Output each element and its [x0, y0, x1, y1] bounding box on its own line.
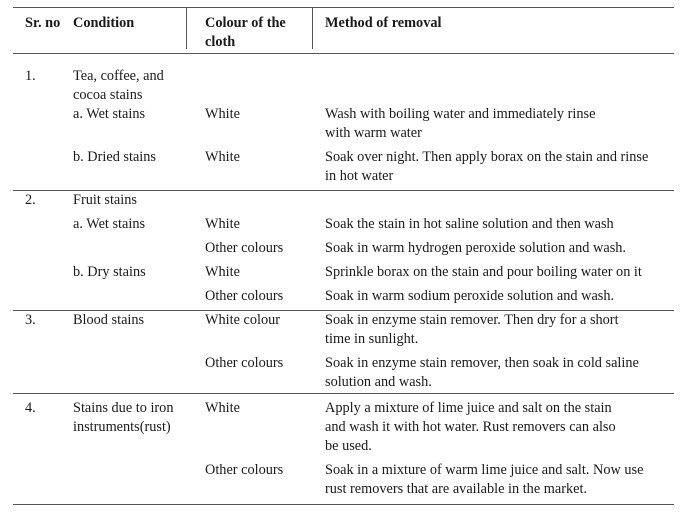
row-2a-colour-1: White	[205, 216, 240, 232]
row-2b-label: b. Dry stains	[73, 264, 146, 280]
row-1a-method-line1: Wash with boiling water and immediately rinse	[325, 106, 596, 122]
row-1b-label: b. Dried stains	[73, 149, 156, 165]
row-1a-method-line2: with warm water	[325, 125, 422, 141]
header-method: Method of removal	[325, 15, 442, 31]
row-2a-method-2: Soak in warm hydrogen peroxide solution and wash.	[325, 240, 626, 256]
row-4-method-2-line1: Soak in a mixture of warm lime juice and salt. Now use	[325, 462, 644, 478]
row-1a-colour: White	[205, 106, 240, 122]
row-2b-method-1: Sprinkle borax on the stain and pour boiling water on it	[325, 264, 642, 280]
row-1-sr: 1.	[25, 68, 36, 84]
header-condition: Condition	[73, 15, 135, 31]
row-3-method-2-line1: Soak in enzyme stain remover, then soak in cold saline	[325, 355, 639, 371]
row-2a-colour-2: Other colours	[205, 240, 284, 256]
row-2b-colour-2: Other colours	[205, 288, 284, 304]
header-colour-line2: cloth	[205, 34, 236, 50]
row-3-method-1-line1: Soak in enzyme stain remover. Then dry for a short	[325, 312, 619, 328]
row-4-colour-2: Other colours	[205, 462, 284, 478]
row-2-condition: Fruit stains	[73, 192, 137, 208]
header-bottom-rule	[13, 53, 674, 54]
row-3-colour-2: Other colours	[205, 355, 284, 371]
row-2a-label: a. Wet stains	[73, 216, 146, 232]
table-top-rule	[13, 7, 674, 8]
row-4-method-1-line2: and wash it with hot water. Rust removers can also	[325, 419, 616, 435]
row-4-condition-line2: instruments(rust)	[73, 419, 171, 435]
row-1b-method-line2: in hot water	[325, 168, 394, 184]
row-1b-method-line1: Soak over night. Then apply borax on the stain and rinse	[325, 149, 649, 165]
table-bottom-rule	[13, 504, 674, 505]
row-4-method-1-line1: Apply a mixture of lime juice and salt on the stain	[325, 400, 612, 416]
row-3-method-1-line2: time in sunlight.	[325, 331, 419, 347]
row-4-method-1-line3: be used.	[325, 438, 372, 454]
row-3-condition: Blood stains	[73, 312, 145, 328]
row-4-colour-1: White	[205, 400, 240, 416]
header-colour-line1: Colour of the	[205, 15, 286, 31]
row-2b-colour-1: White	[205, 264, 240, 280]
row-divider-3	[13, 393, 674, 394]
row-4-condition-line1: Stains due to iron	[73, 400, 174, 416]
header-sr-no: Sr. no	[25, 15, 61, 31]
row-1a-label: a. Wet stains	[73, 106, 146, 122]
row-3-colour-1: White colour	[205, 312, 281, 328]
row-2a-method-1: Soak the stain in hot saline solution and then wash	[325, 216, 614, 232]
header-col-divider-2	[312, 7, 313, 49]
row-1-condition-line2: cocoa stains	[73, 87, 143, 103]
row-1b-colour: White	[205, 149, 240, 165]
row-4-method-2-line2: rust removers that are available in the market.	[325, 481, 588, 497]
row-4-sr: 4.	[25, 400, 36, 416]
row-2b-method-2: Soak in warm sodium peroxide solution and wash.	[325, 288, 615, 304]
header-col-divider-1	[186, 7, 187, 49]
row-2-sr: 2.	[25, 192, 36, 208]
row-3-method-2-line2: solution and wash.	[325, 374, 432, 390]
row-3-sr: 3.	[25, 312, 36, 328]
row-1-condition-line1: Tea, coffee, and	[73, 68, 164, 84]
